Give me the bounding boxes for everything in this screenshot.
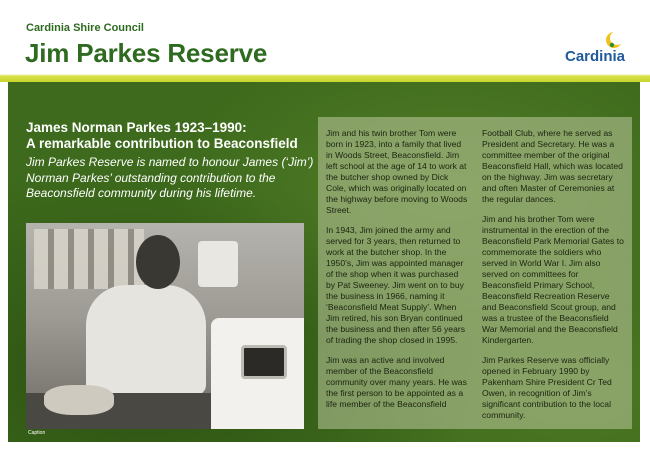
hanging-meat [34,229,144,289]
paragraph: Football Club, where he served as President and Secretary. He was a committee member of the original Beaconsfield Hall, which was located on the highway. Jim was secretary and often Master of Ceremonies at the regular dances. [482,128,623,204]
cardinia-logo [560,30,640,70]
paragraph: Jim was an active and involved member of the Beaconsfield community over many years. He was the first person to be appointed as a life member of the Beaconsfield [326,355,467,409]
paragraph: In 1943, Jim joined the army and served for 3 years, then returned to work at the butcher shop. In the 1950’s, Jim was appointed manager of the shop when it was purchased by Pat Sweeney. Jim went on to buy the business in 1966, naming it ‘Beaconsfield Meat Supply’. When Jim retired, his son Bryan continued the business and then after 56 years of trading the shop closed in 1995. [326,225,466,345]
intro-text: Jim Parkes Reserve is named to honour James (‘Jim’) Norman Parkes’ outstanding contribution to the Beaconsfield community during his lifetime. [26,155,314,200]
subheading-line-2: A remarkable contribution to Beaconsfield [26,136,298,151]
subheading-line-1: James Norman Parkes 1923–1990: [26,120,247,135]
council-name: Cardinia Shire Council [26,22,144,34]
paragraph: Jim Parkes Reserve was officially opened in February 1990 by Pakenham Shire President Cr Ted Owen, in recognition of Jim’s significant contribution to the local community. [482,355,612,420]
page-title: Jim Parkes Reserve [25,38,268,68]
paragraph: Jim and his twin brother Tom were born in 1923, into a family that lived in Woods Street, Beaconsfield. Jim left school at the age of 14 to work at the butcher shop owned by Dick Cole, which was originally located on the highway before moving to Woods Street. [326,128,468,215]
butcher-head [136,235,180,289]
body-column-left [326,128,468,419]
subheading [26,120,326,152]
photo-caption: Caption [28,430,46,436]
band-saw [198,241,238,287]
butcher-figure [86,285,206,395]
historic-photo [26,223,304,429]
paragraph: Jim and his brother Tom were instrumental in the erection of the Beaconsfield Park Memorial Gates to commemorate the soldiers who served in World War I. Jim also served on committees for Beaconsfield Primary School, Beaconsfield Recreation Reserve and Beaconsfield Scout group, and was a trustee of the Beaconsfield War Memorial and the Beaconsfield Kindergarten. [482,214,624,345]
header [0,0,650,80]
crescent-logo-icon [604,30,624,50]
meat-cut [44,385,114,415]
accent-band [0,72,650,82]
scale-display [241,345,287,379]
body-column-right [482,128,624,430]
logo-wordmark: Cardinia [565,48,626,65]
